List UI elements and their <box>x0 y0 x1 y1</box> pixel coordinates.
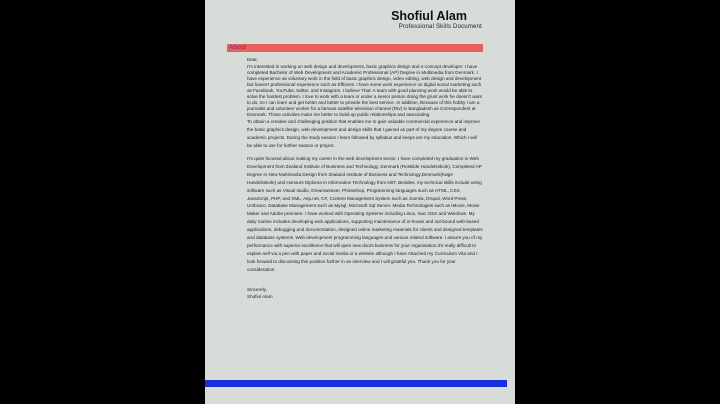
letter-closing: Sincerely, <box>247 286 267 292</box>
about-section-header <box>227 44 483 52</box>
about-section-title: About <box>229 44 246 51</box>
letter-paragraph-objective: To obtain a creative and challenging position that enables me to gain valuable commercial experience and improve the basic graphics design, web development and design skills that I gained as part of my degree course and academic projects. During the study season I learn followed by syllabus and keeps are my education. Which I will be able to use for further season or project. <box>247 119 480 148</box>
letter-paragraph-intro: I'm interested in working on web design and development, basic graphics design and e-concept developer. I have completed Bachelor of Web Development and Academic Professional (AP) Degree in Multimedia from Denmark. I have experience as voluntary work in the field of basic graphics design, video editing, web design and development but haven't professional experience such as Efficient. I have some work experience on digital social marketing such as Facebook, YouTube, twitter, and Instagram. I believe That: A team with good planning work would be able to solve the hardest problem. I love to work with a team or under a senior person doing the grunt work he doesn't want to do, so I can learn and get better and better to provide the best service. In addition, Because of this hobby I am a journalist and volunteer worker for a famous satellite television channel (Rtv) in Bangladesh as Correspondent at Denmark. Those activities make me better to build-up public relationships and associating. <box>247 64 482 117</box>
document-subtitle: Professional Skills Document <box>398 24 482 30</box>
document-page <box>205 0 515 404</box>
letter-signature: Shofiul Alam <box>247 294 273 300</box>
letter-paragraph-career: I'm quite focused about making my career in the web development sector. I have completed my graduation in Web Development from Zealand Institute of Business and Technology, Denmark (Roskilde Handelsskole), Completed AP Degree In New Multimedia Design from Zealand Institute of Business and Technology,Denmark(Køge Handelsskole) and Honours Diploma In Information Technology from NIIT. Besides, my technical skills include using software such as Visual studio, Dreamweaver, Photoshop, Programming languages such as HTML, CSS, JavaScript, PHP, and XML, Asp.net, C#, Content Management System such as Joomla, Drupal, Word Press, Umbraco. Database Management such as Mysql, Microsoft Sql Server. Media Technologies such as iMovie, Movie Maker and Adobe premiere. I have worked with Operating Systems including Linux, mac OSX and Windows. My daily routine includes developing web applications, supporting maintenance of in-house and out-bound web-based applications, debugging and documentation, designed online marketing materials for clients and designed templates and database systems. Web development programming languages and various related software. I assure you of my performance with superior excellence that will open new doors business for your organisation.It's really difficult to explain self via a pen with paper and social media or a website although I have Attached my Curriculum Vita and I look forward to discussing this position further in an interview and I will grateful you. Thank you for your consideration. <box>247 156 483 272</box>
letter-greeting: Dear, <box>247 57 258 62</box>
footer-accent-bar <box>205 380 507 387</box>
document-author-name: Shofiul Alam <box>391 9 467 23</box>
cover-letter <box>247 57 483 301</box>
